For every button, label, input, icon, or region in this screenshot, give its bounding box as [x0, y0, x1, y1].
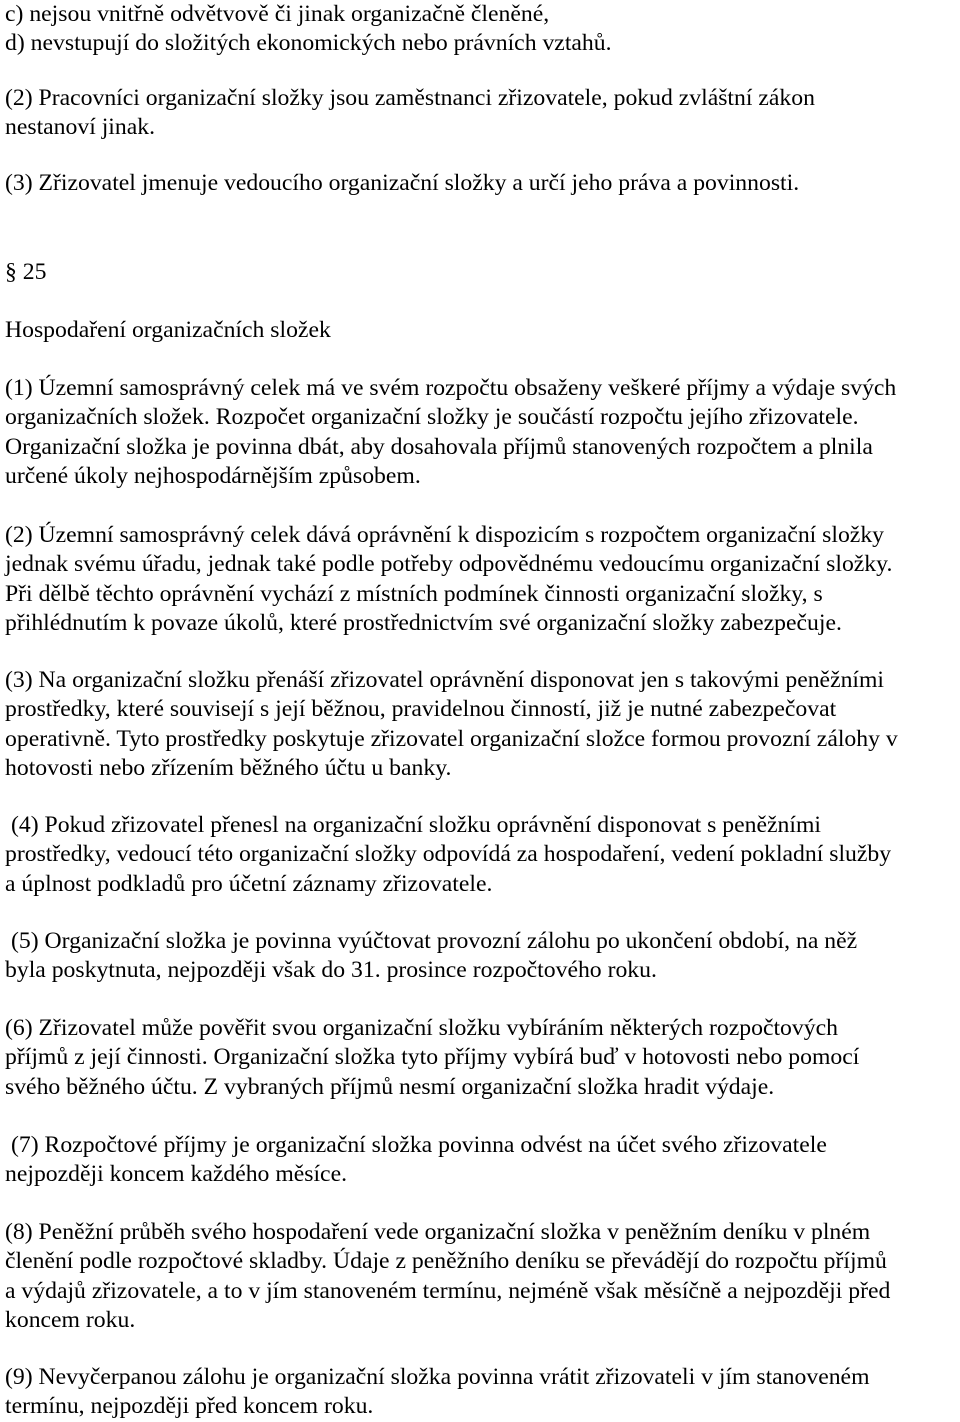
section-paragraph-4 [5, 811, 891, 899]
text-line: (5) Organizační složka je povinna vyúčtovat provozní zálohu po ukončení období, na něž [11, 928, 858, 954]
text-line: hotovosti nebo zřízením běžného účtu u banky. [5, 754, 452, 781]
text-line: byla poskytnuta, nejpozději však do 31. prosince rozpočtového roku. [5, 957, 657, 984]
text-line: určené úkoly nejhospodárnějším způsobem. [5, 462, 421, 489]
text-line: Organizační složka je povinna dbát, aby dosahovala příjmů stanovených rozpočtem a plnila [5, 433, 873, 460]
section-paragraph-7 [5, 1131, 827, 1190]
section-paragraph-9 [5, 1363, 870, 1422]
text-line: přihlédnutím k povaze úkolů, které prostřednictvím své organizační složky zabezpečuje. [5, 609, 842, 636]
text-line: (6) Zřizovatel může pověřit svou organizační složku vybíráním některých rozpočtových [5, 1015, 838, 1041]
text-line: členění podle rozpočtové skladby. Údaje z peněžního deníku se převádějí do rozpočtu příjmů [5, 1248, 887, 1275]
section-paragraph-1 [5, 374, 896, 491]
text-line: jednak svému úřadu, jednak také podle potřeby odpovědnému vedoucímu organizační složky. [5, 551, 893, 578]
section-paragraph-5 [5, 927, 857, 986]
text-line: d) nevstupují do složitých ekonomických nebo právních vztahů. [5, 30, 612, 57]
text-line: svého běžného účtu. Z vybraných příjmů nesmí organizační složka hradit výdaje. [5, 1073, 775, 1100]
section-number [5, 258, 46, 287]
text-line: (3) Zřizovatel jmenuje vedoucího organizační složky a určí jeho práva a povinnosti. [5, 170, 800, 196]
text-line: operativně. Tyto prostředky poskytuje zřizovatel organizační složce formou provozní zálohy v [5, 725, 898, 752]
text-line: nestanoví jinak. [5, 114, 155, 141]
text-line: (7) Rozpočtové příjmy je organizační složka povinna odvést na účet svého zřizovatele [11, 1132, 827, 1158]
text-line: (2) Pracovníci organizační složky jsou zaměstnanci zřizovatele, pokud zvláštní zákon [5, 85, 815, 111]
section-number-text: § 25 [5, 259, 47, 285]
section-paragraph-3 [5, 666, 898, 783]
text-line: nejpozději koncem každého měsíce. [5, 1161, 348, 1188]
section-title-text: Hospodaření organizačních složek [5, 317, 331, 343]
text-line: (9) Nevyčerpanou zálohu je organizační složka povinna vrátit zřizovateli v jím stanoveném [5, 1364, 870, 1390]
text-line: (2) Územní samosprávný celek dává oprávnění k dispozicím s rozpočtem organizační složky [5, 522, 885, 548]
text-line: koncem roku. [5, 1306, 136, 1333]
text-line: (1) Územní samosprávný celek má ve svém rozpočtu obsaženy veškeré příjmy a výdaje svých [5, 375, 897, 401]
text-line: organizačních složek. Rozpočet organizační složky je součástí rozpočtu jejího zřizovatele. [5, 404, 859, 431]
text-line: příjmů z její činnosti. Organizační složka tyto příjmy vybírá buď v hotovosti nebo pomocí [5, 1044, 860, 1071]
section-paragraph-8 [5, 1218, 890, 1335]
section-paragraph-2 [5, 521, 892, 638]
text-line: Při dělbě těchto oprávnění vychází z místních podmínek činnosti organizační složky, s [5, 580, 823, 607]
text-line: (3) Na organizační složku přenáší zřizovatel oprávnění disponovat jen s takovými peněžními [5, 667, 885, 693]
section-title [5, 316, 331, 345]
text-line: a výdajů zřizovatele, a to v jím stanoveném termínu, nejméně však měsíčně a nejpozději před [5, 1277, 891, 1304]
text-line: termínu, nejpozději před koncem roku. [5, 1393, 374, 1420]
text-line: (4) Pokud zřizovatel přenesl na organizační složku oprávnění disponovat s peněžními [11, 812, 821, 838]
section-paragraph-6 [5, 1014, 859, 1102]
text-line: c) nejsou vnitřně odvětvově či jinak organizačně členěné, [5, 1, 550, 27]
paragraph-3-head-appointment [5, 169, 799, 198]
text-line: prostředky, které souvisejí s její běžnou, pravidelnou činností, již je nutné zabezpečovat [5, 696, 837, 723]
text-line: a úplnost podkladů pro účetní záznamy zřizovatele. [5, 870, 493, 897]
paragraph-2-employees [5, 84, 815, 143]
text-line: prostředky, vedoucí této organizační složky odpovídá za hospodaření, vedení pokladní služby [5, 841, 892, 868]
text-line: (8) Peněžní průběh svého hospodaření vede organizační složka v peněžním deníku v plném [5, 1219, 871, 1245]
list-items-c-d [5, 0, 612, 59]
